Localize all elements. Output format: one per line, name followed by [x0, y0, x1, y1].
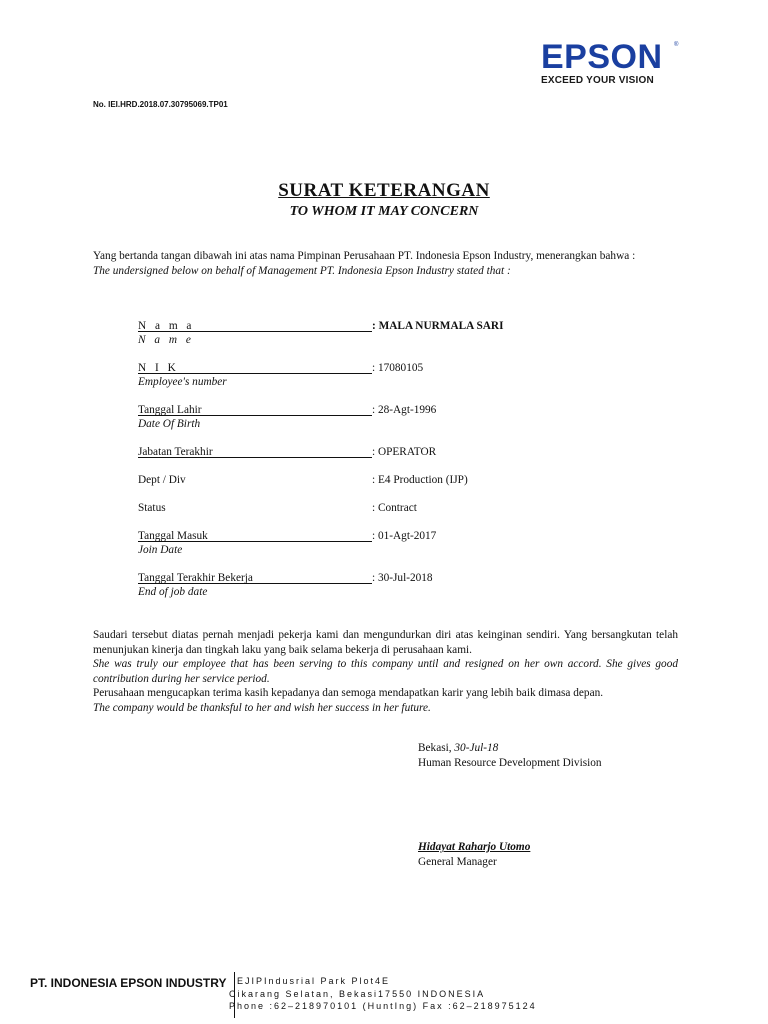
field-value: : E4 Production (IJP): [372, 474, 468, 486]
body-p1-english: She was truly our employee that has been serving to this company until and resigned on her own accord. She gives good contribution during her service period.: [93, 658, 678, 685]
field-name: [138, 319, 558, 347]
field-label: Tanggal Terakhir Bekerja: [138, 571, 372, 584]
field-status: [138, 501, 558, 515]
field-value: : Contract: [372, 502, 417, 514]
footer-address-line1: EJIPIndusrial Park Plot4E: [237, 976, 391, 986]
field-label: Dept / Div: [138, 474, 186, 486]
epson-logo: [541, 40, 681, 86]
field-join-date: [138, 529, 558, 557]
field-sublabel: End of job date: [138, 586, 208, 598]
body-p2-english: The company would be thanksful to her and wish her success in her future.: [93, 701, 431, 714]
field-label: N a m a: [138, 319, 372, 332]
footer-company: PT. INDONESIA EPSON INDUSTRY: [30, 976, 227, 990]
field-sublabel: N a m e: [138, 334, 194, 346]
field-value: : 28-Agt-1996: [372, 404, 437, 416]
field-label: Tanggal Masuk: [138, 529, 372, 542]
field-sublabel: Employee's number: [138, 376, 227, 388]
field-label: Jabatan Terakhir: [138, 445, 372, 458]
signature-date: 30-Jul-18: [454, 742, 499, 754]
footer-phone: Phone :62–218970101 (HuntIng) Fax :62–218975124: [229, 1001, 537, 1011]
field-dept: [138, 473, 558, 487]
body-p1-indonesian: Saudari tersebut diatas pernah menjadi pekerja kami dan mengundurkan diri atas keinginan sendiri. Yang bersangkutan telah menunjukan kinerja dan tingkah laku yang baik selama bekerja di perusahaan kami.: [93, 629, 678, 656]
intro-paragraph: [93, 249, 678, 278]
field-value: : OPERATOR: [372, 446, 437, 458]
document-number: No. IEI.HRD.2018.07.30795069.TP01: [93, 100, 228, 109]
signature-place-date: [418, 741, 498, 756]
field-position: [138, 445, 558, 459]
registered-mark: ®: [674, 42, 679, 48]
signature-division: Human Resource Development Division: [418, 757, 602, 769]
body-paragraph: [93, 628, 678, 715]
footer-address: [229, 975, 537, 1013]
field-sublabel: Join Date: [138, 544, 183, 556]
logo-brand: EPSON: [541, 38, 663, 76]
field-label: N I K: [138, 361, 372, 374]
field-end-date: [138, 571, 558, 599]
field-value: : 17080105: [372, 362, 424, 374]
field-label: Status: [138, 502, 166, 514]
document-subtitle: TO WHOM IT MAY CONCERN: [289, 204, 479, 219]
body-p2-indonesian: Perusahaan mengucapkan terima kasih kepadanya dan semoga mendapatkan karir yang lebih baik dimasa depan.: [93, 687, 604, 699]
signer-name: Hidayat Raharjo Utomo: [418, 841, 531, 853]
field-sublabel: Date Of Birth: [138, 418, 201, 430]
intro-english: The undersigned below on behalf of Management PT. Indonesia Epson Industry stated that :: [93, 264, 511, 277]
document-title: SURAT KETERANGAN: [278, 180, 490, 201]
field-label: Tanggal Lahir: [138, 403, 372, 416]
footer-address-line2: Cikarang Selatan, Bekasi17550 INDONESIA: [229, 988, 486, 999]
field-value: : 30-Jul-2018: [372, 572, 433, 584]
signer-title: General Manager: [418, 856, 497, 868]
field-value: : MALA NURMALA SARI: [372, 320, 504, 332]
signature-place: Bekasi,: [418, 742, 455, 754]
field-value: : 01-Agt-2017: [372, 530, 437, 542]
logo-tagline: EXCEED YOUR VISION: [541, 75, 654, 86]
field-nik: [138, 361, 558, 389]
intro-indonesian: Yang bertanda tangan dibawah ini atas nama Pimpinan Perusahaan PT. Indonesia Epson Industry, menerangkan bahwa :: [93, 250, 636, 262]
field-dob: [138, 403, 558, 431]
